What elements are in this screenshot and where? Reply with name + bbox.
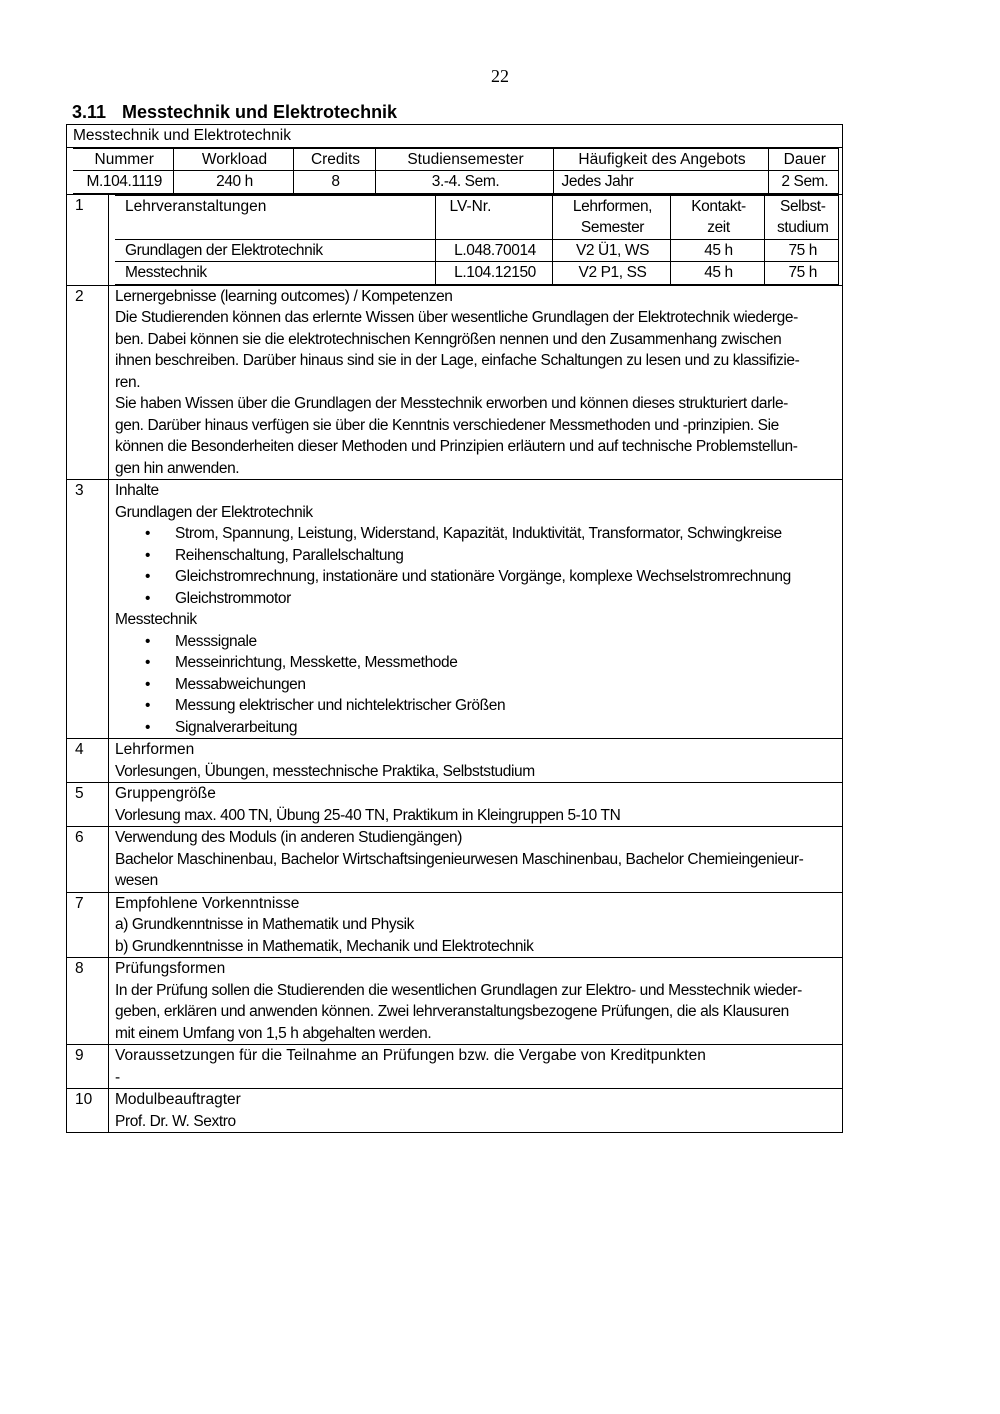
courses-row [67, 194, 843, 285]
section-number: 3.11 [72, 102, 107, 122]
courses-header-selbststudium: Selbst- studium [764, 195, 839, 239]
table-row: Grundlagen der Elektrotechnik L.048.70014 V2 Ü1, WS 45 h 75 h [115, 239, 839, 262]
header-dauer: Dauer [768, 148, 839, 171]
section-4-title: Lehrformen [115, 741, 195, 758]
module-info-row [67, 147, 843, 194]
header-haeufigkeit: Häufigkeit des Angebots [553, 148, 768, 171]
page-number: 22 [491, 66, 509, 86]
list-item: • Messsignale [115, 631, 839, 653]
module-lead: Prof. Dr. W. Sextro [115, 1112, 236, 1130]
courses-header-lvnr: LV-Nr. [435, 195, 552, 239]
module-title-row [67, 125, 843, 148]
list-item: • Messung elektrischer und nichtelektrischer Größen [115, 695, 839, 717]
section-heading [72, 102, 397, 123]
content-group: Messtechnik [115, 611, 197, 628]
section-6-row: 6 Verwendung des Moduls (in anderen Studiengängen) Bachelor Maschinenbau, Bachelor Wirtschaftsingenieurwesen Maschinenbau, Bachelor Chemieingenieur- wesen [67, 827, 843, 893]
courses-table [115, 195, 839, 285]
section-5-row: 5 Gruppengröße Vorlesung max. 400 TN, Übung 25-40 TN, Praktikum in Kleingruppen 5-10 TN [67, 783, 843, 827]
section-2-title: Lernergebnisse (learning outcomes) / Kompetenzen [115, 287, 453, 305]
value-haeufigkeit: Jedes Jahr [553, 171, 768, 194]
courses-header-kontaktzeit: Kontakt- zeit [670, 195, 764, 239]
module-table [66, 124, 843, 1133]
section-10-title: Modulbeauftragter [115, 1091, 241, 1108]
section-10-row: 10 Modulbeauftragter Prof. Dr. W. Sextro [67, 1089, 843, 1133]
section-6-title: Verwendung des Moduls (in anderen Studiengängen) [115, 829, 463, 846]
courses-header-lv: Lehrveranstaltungen [115, 195, 435, 239]
value-studiensemester: 3.-4. Sem. [375, 171, 553, 194]
value-credits: 8 [293, 171, 375, 194]
section-9-title: Voraussetzungen für die Teilnahme an Prüfungen bzw. die Vergabe von Kreditpunkten [115, 1047, 706, 1064]
value-nummer: M.104.1119 [73, 171, 173, 194]
value-dauer: 2 Sem. [768, 171, 839, 194]
table-row: Messtechnik L.104.12150 V2 P1, SS 45 h 75 h [115, 262, 839, 285]
section-2-row: 2 Lernergebnisse (learning outcomes) / Kompetenzen Die Studierenden können das erlernte Wissen über wesentliche Grundlagen der Elektrotechnik wiederge- ben. Dabei können sie die elektrotechnischen Kenngrößen nennen und den Zusammenhang zwischen ihnen beschreiben. Darüber hinaus sind sie in der Lage, einfache Schaltungen zu lesen und zu klassifizie- ren. Sie haben Wissen über die Grundlagen der Messtechnik erworben und können dieses strukturiert darle- gen. Darüber hinaus verfügen sie über die Kenntnis verschiedener Messmethoden und -prinzipien. Sie können die Besonderheiten dieser Methoden und Prinzipien erläutern und auf technische Problemstellun- gen hin anwenden. [67, 285, 843, 480]
list-item: • Reihenschaltung, Parallelschaltung [115, 545, 839, 567]
row-number: 1 [67, 194, 109, 285]
section-8-row: 8 Prüfungsformen In der Prüfung sollen die Studierenden die wesentlichen Grundlagen zur Elektro- und Messtechnik wieder- geben, erklären und anwenden können. Zwei lehrveranstaltungsbezogene Prüfungen, die als Klausuren mit einem Umfang von 1,5 h abgehalten werden. [67, 958, 843, 1045]
section-4-row: 4 Lehrformen Vorlesungen, Übungen, messtechnische Praktika, Selbststudium [67, 739, 843, 783]
list-item: • Strom, Spannung, Leistung, Widerstand, Kapazität, Induktivität, Transformator, Schwingkreise [115, 523, 839, 545]
value-workload: 240 h [173, 171, 293, 194]
section-7-row: 7 Empfohlene Vorkenntnisse a) Grundkenntnisse in Mathematik und Physik b) Grundkenntnisse in Mathematik, Mechanik und Elektrotechnik [67, 892, 843, 958]
section-5-title: Gruppengröße [115, 785, 216, 802]
module-info-table [73, 148, 839, 194]
section-9-row: 9 Voraussetzungen für die Teilnahme an Prüfungen bzw. die Vergabe von Kreditpunkten - [67, 1045, 843, 1089]
section-title: Messtechnik und Elektrotechnik [122, 102, 398, 122]
section-8-title: Prüfungsformen [115, 960, 226, 977]
header-credits: Credits [293, 148, 375, 171]
content-list [115, 523, 839, 609]
courses-header-lehrformen: Lehrformen, Semester [552, 195, 670, 239]
list-item: • Messeinrichtung, Messkette, Messmethode [115, 652, 839, 674]
header-nummer: Nummer [73, 148, 173, 171]
section-3-row: 3 Inhalte Grundlagen der Elektrotechnik • Strom, Spannung, Leistung, Widerstand, Kapazität, Induktivität, Transformator, Schwingkreise • Reihenschaltung, Parallelschaltung • Gleichstromrechnung, instationäre und stationäre Vorgänge, komplexe Wechselstromrechnung • Gleichstrommotor Messtechnik • Messsignale • Messeinrichtung, Messkette, Messmethode • Messabweichungen • Messung elektrischer und nichtelektrischer Größen • Signalverarbeitung [67, 480, 843, 739]
list-item: • Gleichstrommotor [115, 588, 839, 610]
header-studiensemester: Studiensemester [375, 148, 553, 171]
section-3-title: Inhalte [115, 482, 159, 499]
header-workload: Workload [173, 148, 293, 171]
list-item: • Gleichstromrechnung, instationäre und stationäre Vorgänge, komplexe Wechselstromrechnung [115, 566, 839, 588]
content-group: Grundlagen der Elektrotechnik [115, 503, 313, 521]
list-item: • Signalverarbeitung [115, 717, 839, 739]
module-title: Messtechnik und Elektrotechnik [67, 125, 843, 148]
list-item: • Messabweichungen [115, 674, 839, 696]
section-7-title: Empfohlene Vorkenntnisse [115, 894, 300, 912]
content-list [115, 631, 839, 739]
